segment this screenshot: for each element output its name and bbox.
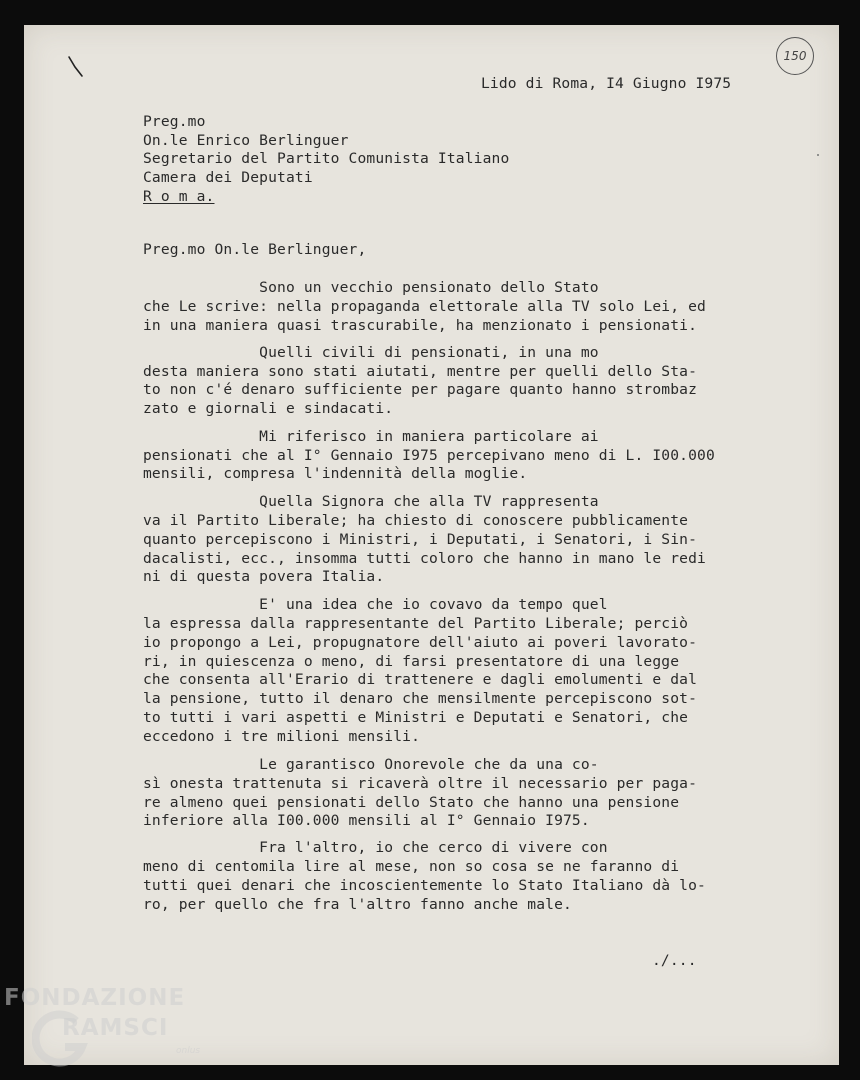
text-line: Le garantisco Onorevole che da una co- xyxy=(143,756,599,773)
text-line: ro, per quello che fra l'altro fanno anche male. xyxy=(143,896,572,913)
text-line: Quella Signora che alla TV rappresenta xyxy=(143,493,599,510)
watermark-line-1: FONDAZIONE xyxy=(4,985,186,1011)
text-line: eccedono i tre milioni mensili. xyxy=(143,728,421,745)
text-line: inferiore alla I00.000 mensili al I° Gennaio I975. xyxy=(143,812,590,829)
text-line: ri, in quiescenza o meno, di farsi presentatore di una legge xyxy=(143,653,680,670)
text-line: ni di questa povera Italia. xyxy=(143,568,385,585)
text-line: zato e giornali e sindacati. xyxy=(143,400,394,417)
text-line: to tutti i vari aspetti e Ministri e Deputati e Senatori, che xyxy=(143,709,689,726)
address-line: Preg.mo xyxy=(143,113,206,130)
address-city: R o m a. xyxy=(143,188,215,205)
address-line: Camera dei Deputati xyxy=(143,169,313,186)
text-line: in una maniera quasi trascurabile, ha menzionato i pensionati. xyxy=(143,317,698,334)
archive-sheet-number: 150 xyxy=(776,37,814,75)
text-line: re almeno quei pensionati dello Stato che hanno una pensione xyxy=(143,794,680,811)
text-line: E' una idea che io covavo da tempo quel xyxy=(143,596,608,613)
watermark-line-2: RAMSCI xyxy=(62,1015,169,1041)
pen-mark-icon xyxy=(66,55,86,83)
fondazione-gramsci-watermark xyxy=(4,985,224,1080)
text-line: Fra l'altro, io che cerco di vivere con xyxy=(143,839,608,856)
text-line: la pensione, tutto il denaro che mensilmente percepiscono sot- xyxy=(143,690,698,707)
address-line: On.le Enrico Berlinguer xyxy=(143,132,349,149)
text-line: pensionati che al I° Gennaio I975 percepivano meno di L. I00.000 xyxy=(143,447,715,464)
text-line: tutti quei denari che incoscientemente lo Stato Italiano dà lo- xyxy=(143,877,706,894)
salutation: Preg.mo On.le Berlinguer, xyxy=(143,241,367,258)
text-line: va il Partito Liberale; ha chiesto di conoscere pubblicamente xyxy=(143,512,689,529)
paper-speck xyxy=(817,154,819,156)
text-line: Mi riferisco in maniera particolare ai xyxy=(143,428,599,445)
text-line: io propongo a Lei, propugnatore dell'aiuto ai poveri lavorato- xyxy=(143,634,698,651)
text-line: meno di centomila lire al mese, non so cosa se ne faranno di xyxy=(143,858,680,875)
continuation-mark: ./... xyxy=(652,952,697,969)
text-line: sì onesta trattenuta si ricaverà oltre il necessario per paga- xyxy=(143,775,698,792)
text-line: mensili, compresa l'indennità della moglie. xyxy=(143,465,528,482)
text-line: Quelli civili di pensionati, in una mo xyxy=(143,344,599,361)
watermark-onlus: onlus xyxy=(176,1046,201,1056)
text-line: la espressa dalla rappresentante del Partito Liberale; perciò xyxy=(143,615,689,632)
text-line: to non c'é denaro sufficiente per pagare quanto hanno strombaz xyxy=(143,381,698,398)
address-line: Segretario del Partito Comunista Italiano xyxy=(143,150,510,167)
text-line: quanto percepiscono i Ministri, i Deputati, i Senatori, i Sin- xyxy=(143,531,698,548)
text-line: che consenta all'Erario di trattenere e dagli emolumenti e dal xyxy=(143,671,698,688)
text-line: dacalisti, ecc., insomma tutti coloro che hanno in mano le redi xyxy=(143,550,706,567)
place-date: Lido di Roma, I4 Giugno I975 xyxy=(481,75,732,92)
text-line: che Le scrive: nella propaganda elettorale alla TV solo Lei, ed xyxy=(143,298,706,315)
text-line: Sono un vecchio pensionato dello Stato xyxy=(143,279,599,296)
text-line: desta maniera sono stati aiutati, mentre per quelli dello Sta- xyxy=(143,363,698,380)
